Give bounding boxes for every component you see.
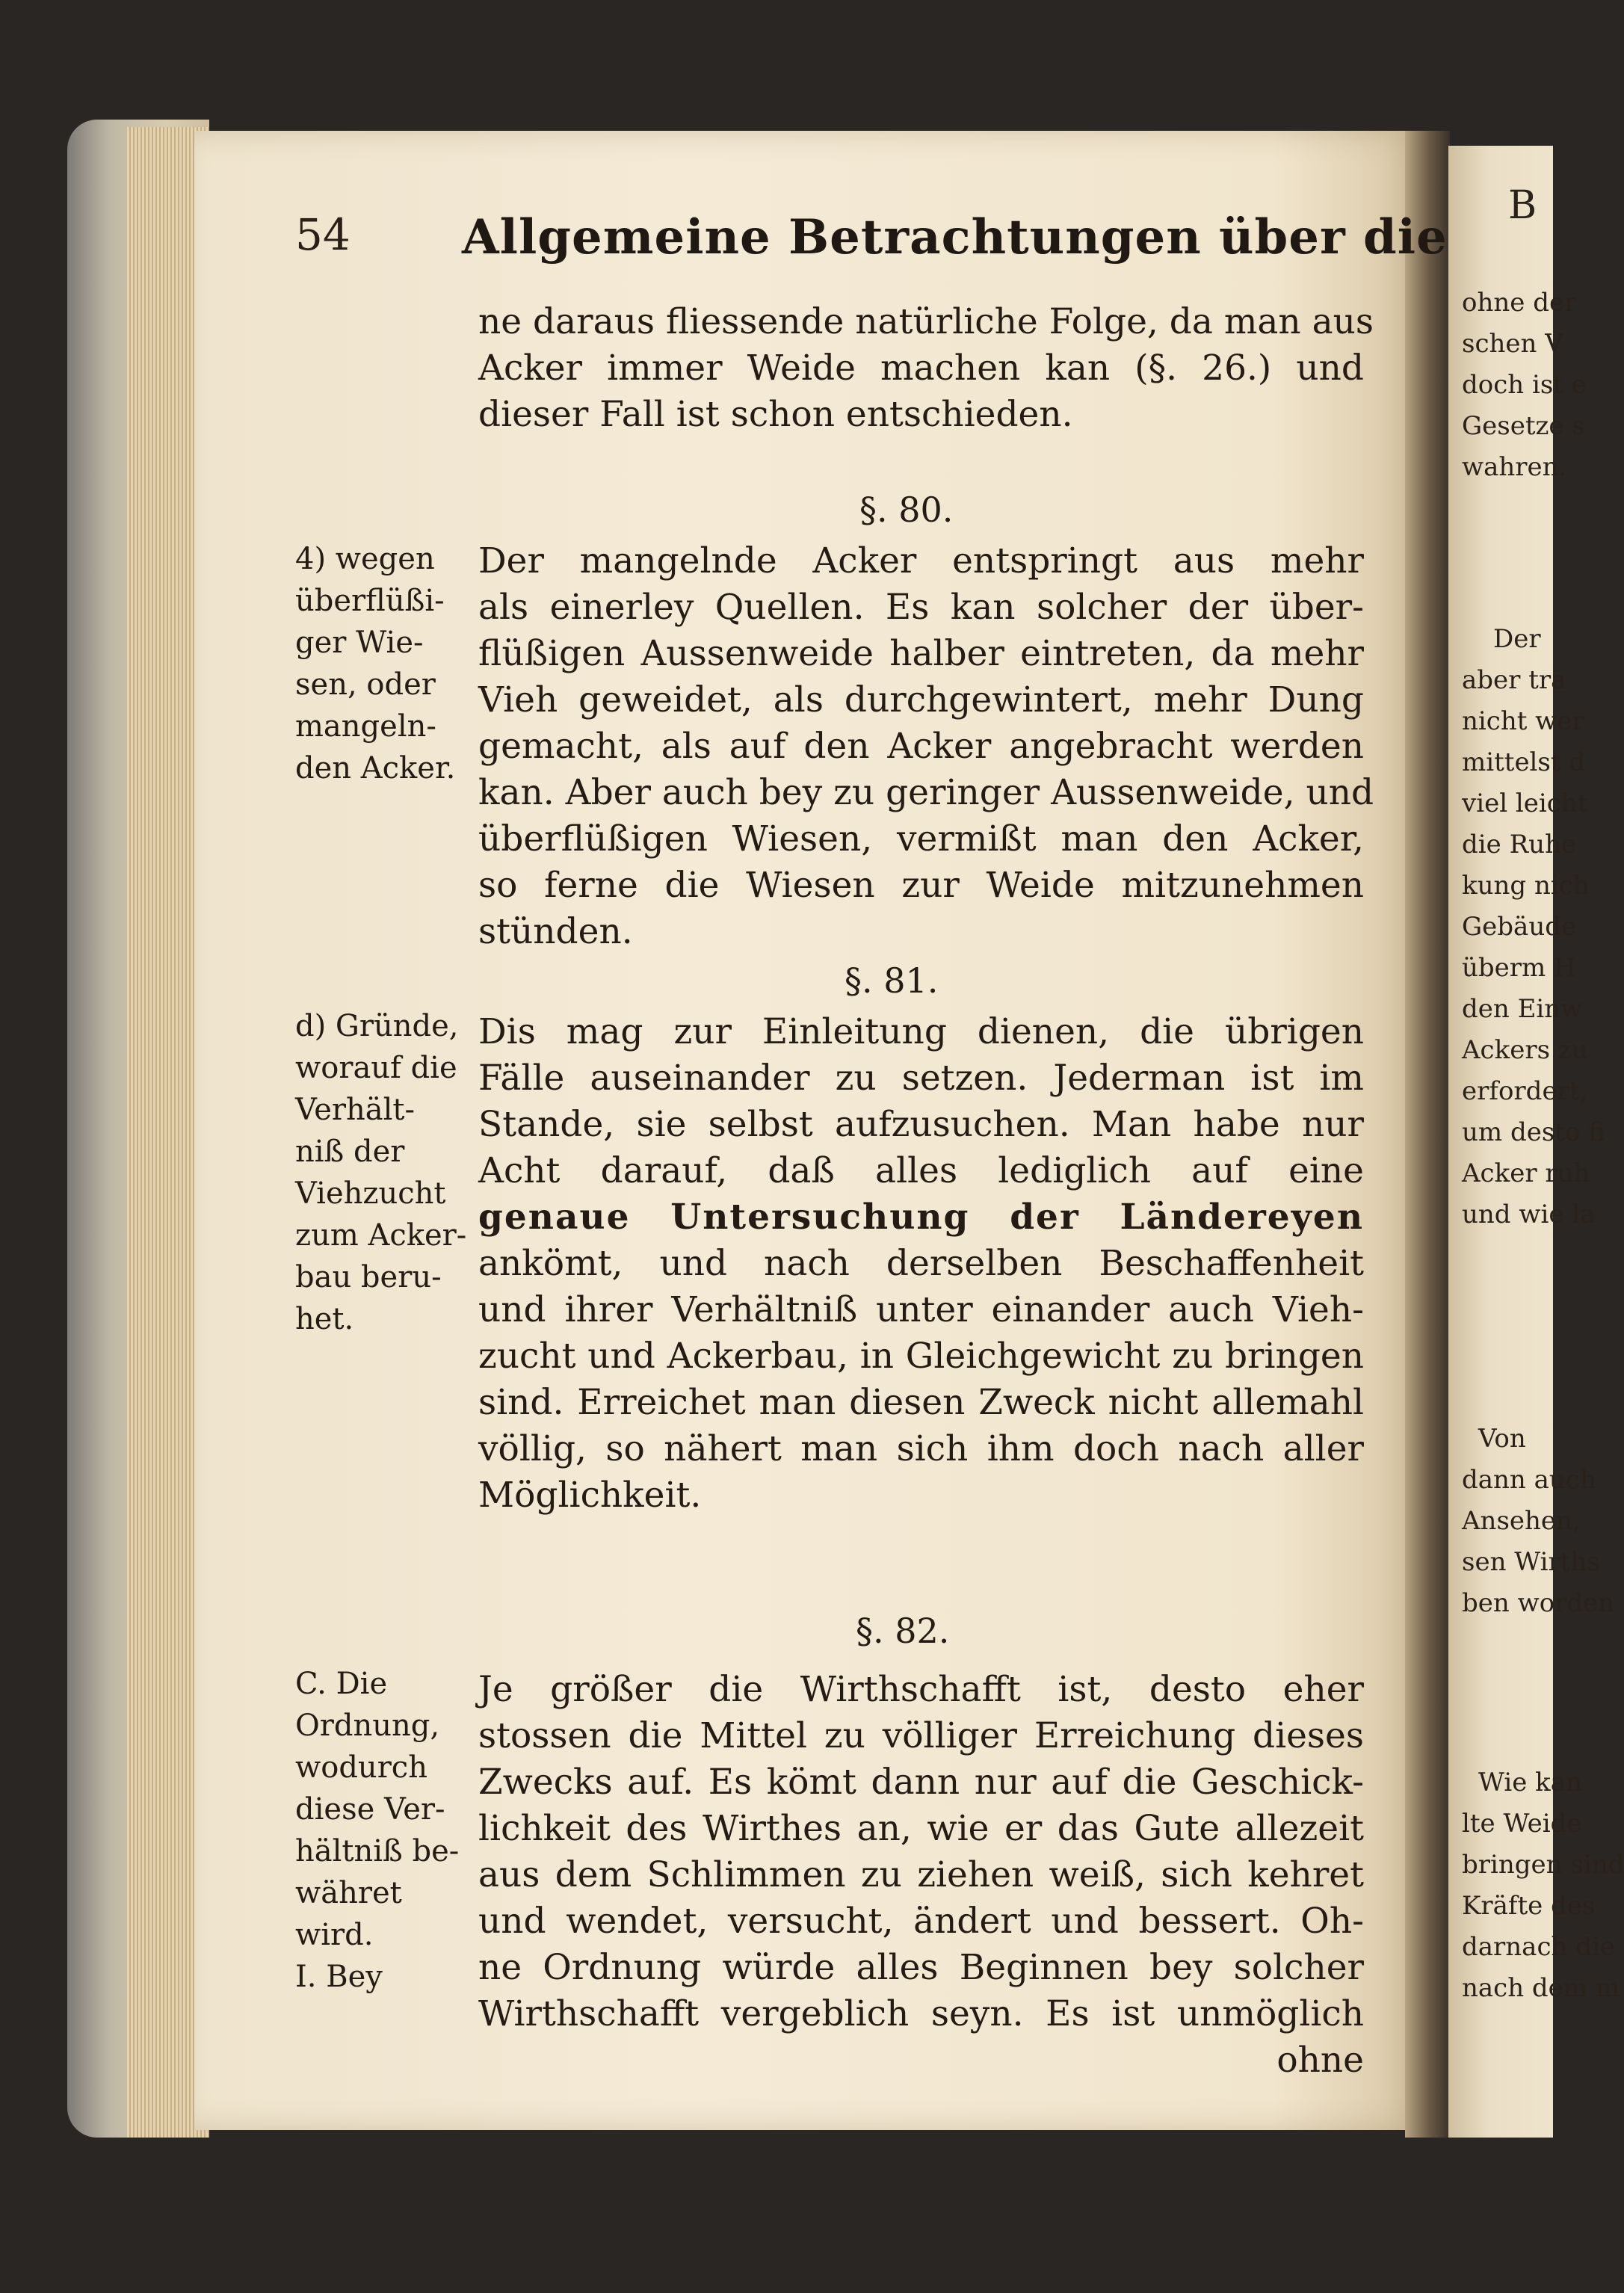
margin-line: het. [295,1302,354,1336]
intro-paragraph [478,299,1374,438]
text-line: ne Ordnung würde alles Beginnen bey solcher [478,1947,1364,1988]
text-line: Je größer die Wirthschafft ist, desto eher [478,1669,1364,1710]
margin-note-81 [295,1005,471,1340]
margin-line: sen, oder [295,667,436,702]
catchword: ohne [1276,2040,1364,2081]
page-header [0,209,1543,291]
margin-line: überflüßi- [295,584,445,618]
margin-line: ger Wie- [295,626,424,660]
text-line: Zwecks auf. Es kömt dann nur auf die Geschick- [478,1762,1364,1803]
right-page-line: nach dem m [1462,1973,1620,2003]
text-line: so ferne die Wiesen zur Weide mitzunehmen [478,865,1364,906]
text-line: stossen die Mittel zu völliger Erreichung dieses [478,1715,1364,1756]
text-line: gemacht, als auf den Acker angebracht werden [478,726,1364,767]
right-page-line: Gesetze s [1462,411,1585,441]
section-mark-82: §. 82. [856,1611,950,1651]
text-line: Möglichkeit. [478,1475,702,1516]
paragraph-80 [478,538,1374,955]
right-page-line: überm H [1462,953,1576,983]
paragraph-82 [478,1667,1364,2084]
page-number: 54 [295,209,351,260]
margin-note-82 [295,1663,471,1998]
margin-line: d) Gründe, [295,1009,459,1043]
right-page-line: schen V [1462,329,1563,359]
text-line: Der mangelnde Acker entspringt aus mehr [478,540,1364,581]
paragraph-81 [478,1009,1364,1519]
text-line: Acht darauf, daß alles lediglich auf eine [478,1150,1364,1191]
text-line: zucht und Ackerbau, in Gleichgewicht zu bringen [478,1336,1364,1377]
right-page-line: Gebäude [1462,912,1577,942]
text-line: Vieh geweidet, als durchgewintert, mehr Dung [478,679,1364,720]
right-page-line: mittelst d [1462,747,1586,777]
text-line: Fälle auseinander zu setzen. Jederman ist im [478,1058,1364,1099]
right-page-line: Acker ruh [1462,1158,1590,1188]
margin-line: Viehzucht [295,1176,446,1211]
right-page-line: wahren. [1462,452,1567,482]
right-page-line: Von [1478,1424,1526,1454]
text-line: und ihrer Verhältniß unter einander auch Vieh- [478,1289,1364,1330]
margin-line: Ordnung, [295,1709,440,1743]
text-line: flüßigen Aussenweide halber eintreten, da mehr [478,633,1364,674]
text-line: sind. Erreichet man diesen Zweck nicht allemahl [478,1382,1364,1423]
right-page-line: ben worden [1462,1588,1615,1618]
margin-line: hältniß be- [295,1834,460,1868]
right-page-line: B [1508,183,1537,228]
margin-line: I. Bey [295,1960,383,1994]
right-page-line: erfordert, [1462,1076,1588,1106]
margin-line: zum Acker- [295,1218,467,1253]
text-line: aus dem Schlimmen zu ziehen weiß, sich kehret [478,1854,1364,1895]
margin-line: diese Ver- [295,1792,445,1827]
right-page-line: doch ist e [1462,370,1587,400]
running-head: Allgemeine Betrachtungen über die [462,209,1448,265]
margin-line: währet [295,1876,402,1910]
right-page-line: Wie kan [1478,1768,1582,1797]
margin-line: worauf die [295,1051,457,1085]
right-page-line: um desto fi [1462,1117,1605,1147]
right-page-line: und wie la [1462,1200,1596,1229]
text-line: Dis mag zur Einleitung dienen, die übrigen [478,1011,1364,1052]
section-mark-80: §. 80. [859,490,954,530]
margin-line: den Acker. [295,751,456,786]
right-page-line: Kräfte des [1462,1891,1596,1921]
margin-line: C. Die [295,1667,388,1701]
text-line: und wendet, versucht, ändert und bessert. Oh- [478,1901,1364,1942]
margin-line: wird. [295,1918,374,1952]
right-page-line: den Einw [1462,994,1583,1024]
right-page-line: dann auch [1462,1465,1596,1495]
margin-line: niß der [295,1135,405,1169]
text-line: Wirthschafft vergeblich seyn. Es ist unmöglich [478,1993,1364,2034]
right-page-line: sen Wirths [1462,1547,1600,1577]
text-line: genaue Untersuchung der Ländereyen [478,1197,1364,1238]
right-page-line: aber tra [1462,665,1566,695]
right-page-line: Ackers zu [1462,1035,1588,1065]
right-page-line: ohne der [1462,288,1577,318]
text-line: lichkeit des Wirthes an, wie er das Gute allezeit [478,1808,1364,1849]
text-line: dieser Fall ist schon entschieden. [478,394,1073,435]
margin-line: 4) wegen [295,542,435,576]
margin-line: wodurch [295,1750,427,1785]
text-line: kan. Aber auch bey zu geringer Aussenweide, und [478,772,1374,813]
right-page-line: lte Weide [1462,1809,1582,1839]
right-page-line: bringen sind [1462,1850,1624,1880]
text-line: ankömt, und nach derselben Beschaffenheit [478,1243,1364,1284]
section-mark-81: §. 81. [845,960,939,1001]
right-page-line: die Ruhe [1462,830,1577,860]
text-line: Stande, sie selbst aufzusuchen. Man habe nur [478,1104,1364,1145]
text-line: ne daraus fliessende natürliche Folge, da man aus [478,301,1374,342]
right-page-line: Ansehen, [1462,1506,1581,1536]
text-line: völlig, so nähert man sich ihm doch nach aller [478,1428,1364,1469]
right-page-line: kung nich [1462,871,1590,901]
text-line: als einerley Quellen. Es kan solcher der über- [478,587,1364,628]
right-page-line: Der [1493,624,1541,654]
text-line: überflüßigen Wiesen, vermißt man den Acker, [478,818,1364,860]
text-line: Acker immer Weide machen kan (§. 26.) und [478,348,1364,389]
margin-line: Verhält- [295,1093,415,1127]
book-gutter [1405,131,1450,2138]
right-page-fragment [1448,146,1624,2138]
margin-note-80 [295,538,471,789]
right-page-line: nicht wer [1462,706,1584,736]
margin-line: mangeln- [295,709,436,744]
margin-line: bau beru- [295,1260,442,1294]
text-line: stünden. [478,911,633,952]
right-page-line: darnach die [1462,1932,1615,1962]
right-page-line: viel leicht [1462,788,1588,818]
